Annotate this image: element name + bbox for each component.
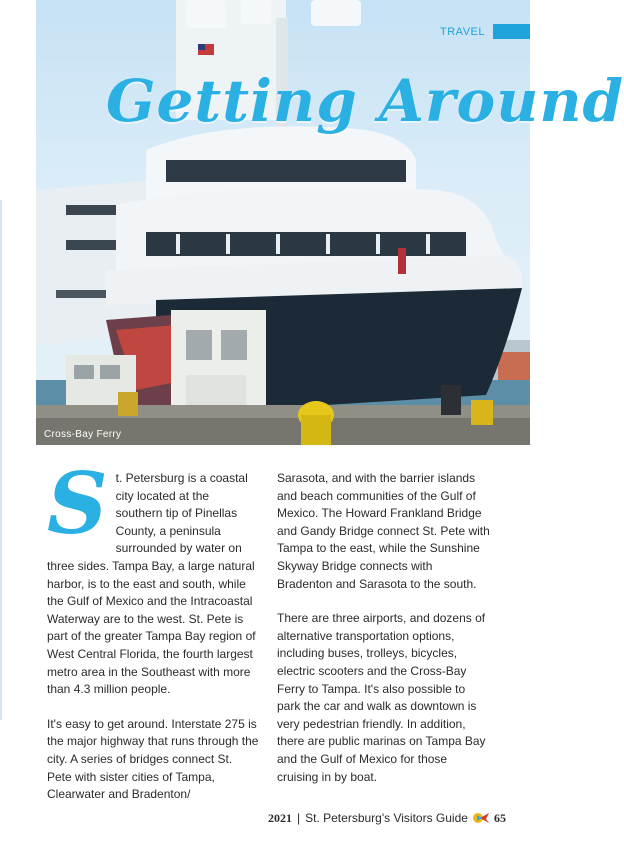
footer-guide-title: St. Petersburg's Visitors Guide <box>305 811 468 825</box>
page-edge-rule <box>0 200 2 720</box>
article-column-right <box>277 470 491 803</box>
article-paragraph: Sarasota, and with the barrier islands and beach communities of the Gulf of Mexico. The Howard Frankland Bridge and Gandy Bridge connect St. Pete with Tampa to the east, while the Sunshine Skyway Bridge connects with Bradenton and Sarasota to the south. <box>277 471 490 591</box>
drop-cap: S <box>47 454 108 553</box>
article-paragraph: There are three airports, and dozens of alternative transportation options, including buses, trolleys, bicycles, electric scooters and the Cross-Bay Ferry to Tampa. It's also possible to park the car and walk as downtown is very pedestrian friendly. In addition, there are public marinas on Tampa Bay and the Gulf of Mexico for those cruising in by boat. <box>277 611 486 784</box>
sun-bird-icon <box>472 811 490 828</box>
article-paragraph: It's easy to get around. Interstate 275 is the major highway that runs through the city. A series of bridges connect St. Pete with sister cities of Tampa, Clearwater and Bradenton/ <box>47 716 259 802</box>
hero-photo <box>36 0 624 445</box>
footer-separator: | <box>297 811 301 825</box>
page-title: Getting Around <box>106 67 624 135</box>
page-footer <box>268 811 508 828</box>
article-paragraph: t. Petersburg is a coastal city located at the southern tip of Pinellas County, a peninsula surrounded by water on three sides. Tampa Bay, a large natural harbor, is to the east and south, while the Gulf of Mexico and the Intracoastal Waterway are to the west. St. Pete is part of the greater Tampa Bay region of West Central Florida, the fourth largest metro area in the Southeast with more than 4.3 million people. <box>47 471 256 697</box>
section-label: TRAVEL <box>440 26 485 38</box>
photo-caption: Cross-Bay Ferry <box>44 429 122 440</box>
section-rule <box>493 24 530 39</box>
page-number: 65 <box>493 811 506 825</box>
article-column-left <box>47 454 259 821</box>
footer-year: 2021 <box>268 811 292 825</box>
